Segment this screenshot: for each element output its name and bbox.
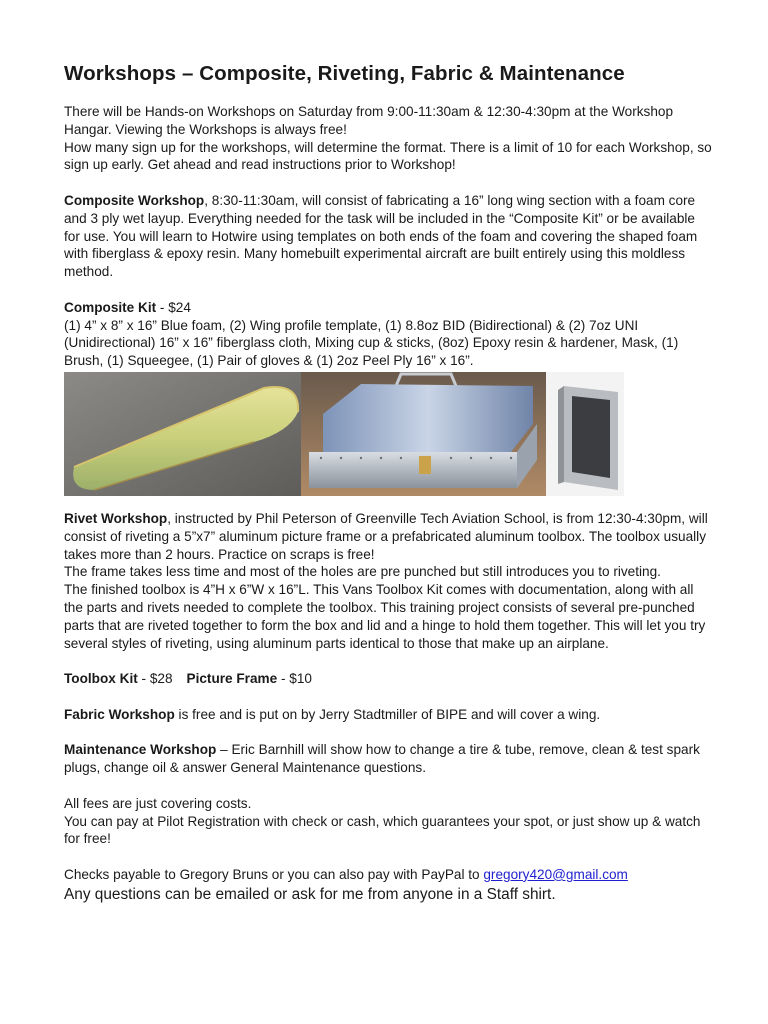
composite-workshop-label: Composite Workshop bbox=[64, 192, 205, 208]
picture-frame-label: Picture Frame bbox=[186, 671, 278, 687]
page-title: Workshops – Composite, Riveting, Fabric & Maintenance bbox=[64, 62, 625, 85]
intro-paragraph-2: How many sign up for the workshops, will determine the format. There is a limit of 10 for each Workshop, so sign up early. Get ahead and read instructions prior to Workshop! bbox=[64, 139, 712, 173]
composite-kit-price: - $24 bbox=[156, 299, 191, 315]
maintenance-workshop-paragraph bbox=[64, 741, 714, 777]
composite-kit-contents: (1) 4” x 8” x 16” Blue foam, (2) Wing profile template, (1) 8.8oz BID (Bidirectional) & (2) 7oz UNI (Unidirectional) 16” x 16” fiberglass cloth, Mixing cup & sticks, (8oz) Epoxy resin & hardener, Mask, (1) Brush, (1) Squeegee, (1) Pair of gloves & (1) 2oz Peel Ply 16” x 16”. bbox=[64, 317, 679, 369]
rivet-workshop-paragraph bbox=[64, 510, 714, 563]
rivet-workshop-label: Rivet Workshop bbox=[64, 510, 168, 526]
paypal-email-link[interactable]: gregory420@gmail.com bbox=[483, 866, 628, 882]
maintenance-workshop-label: Maintenance Workshop bbox=[64, 742, 217, 758]
fabric-workshop-label: Fabric Workshop bbox=[64, 706, 175, 722]
picture-frame-price: - $10 bbox=[277, 671, 312, 687]
rivet-workshop-text: , instructed by Phil Peterson of Greenville Tech Aviation School, is from 12:30-4:30pm, will consist of riveting a 5”x7” aluminum picture frame or a prefabricated aluminum toolbox. The toolbox usually takes more than 2 hours. Practice on scraps is free! bbox=[64, 510, 708, 562]
maintenance-workshop-text: – Eric Barnhill will show how to change a tire & tube, remove, clean & test spark plugs, change oil & answer General Maintenance questions. bbox=[64, 742, 700, 776]
toolbox-kit-label: Toolbox Kit bbox=[64, 671, 138, 687]
composite-kit-heading bbox=[64, 299, 714, 317]
fees-paragraph-2: You can pay at Pilot Registration with check or cash, which guarantees your spot, or just show up & watch for free! bbox=[64, 813, 701, 847]
toolbox-photo bbox=[301, 372, 546, 496]
payment-text: Checks payable to Gregory Bruns or you can also pay with PayPal to bbox=[64, 866, 484, 882]
questions-line: Any questions can be emailed or ask for me from anyone in a Staff shirt. bbox=[64, 885, 556, 903]
composite-workshop-text: , 8:30-11:30am, will consist of fabricating a 16” long wing section with a foam core and 3 ply wet layup. Everything needed for the task will be included in the “Composite Kit” or be available for use. You will learn to Hotwire using templates on both ends of the foam and covering the shaped foam with fiberglass & epoxy resin. Many homebuilt experimental aircraft are built entirely using this moldless method. bbox=[64, 192, 698, 280]
fees-paragraph-1: All fees are just covering costs. bbox=[64, 795, 252, 811]
picture-frame-photo bbox=[546, 372, 624, 496]
payment-paragraph bbox=[64, 866, 714, 884]
composite-kit-label: Composite Kit bbox=[64, 299, 157, 315]
intro-paragraph-1: There will be Hands-on Workshops on Saturday from 9:00-11:30am & 12:30-4:30pm at the Workshop Hangar. Viewing the Workshops is always free! bbox=[64, 104, 674, 137]
rivet-toolbox-paragraph: The finished toolbox is 4”H x 6”W x 16”L. This Vans Toolbox Kit comes with documentation, along with all the parts and rivets needed to complete the toolbox. This training project consists of several pre-punched parts that are riveted together to form the box and lid and a hinge to hold them together. This will let you try several styles of riveting, using aluminum parts identical to those that make up an airplane. bbox=[64, 582, 706, 651]
rivet-frame-paragraph: The frame takes less time and most of the holes are pre punched but still introduces you to riveting. bbox=[64, 564, 661, 580]
photo-strip bbox=[64, 372, 714, 496]
toolbox-kit-price: - $28 bbox=[137, 671, 173, 687]
fabric-workshop-text: is free and is put on by Jerry Stadtmiller of BIPE and will cover a wing. bbox=[174, 706, 601, 722]
kit-prices-line bbox=[64, 670, 714, 688]
fabric-workshop-paragraph bbox=[64, 706, 714, 724]
wing-section-photo bbox=[64, 372, 301, 496]
composite-workshop-paragraph bbox=[64, 192, 714, 281]
document-page bbox=[64, 62, 714, 904]
